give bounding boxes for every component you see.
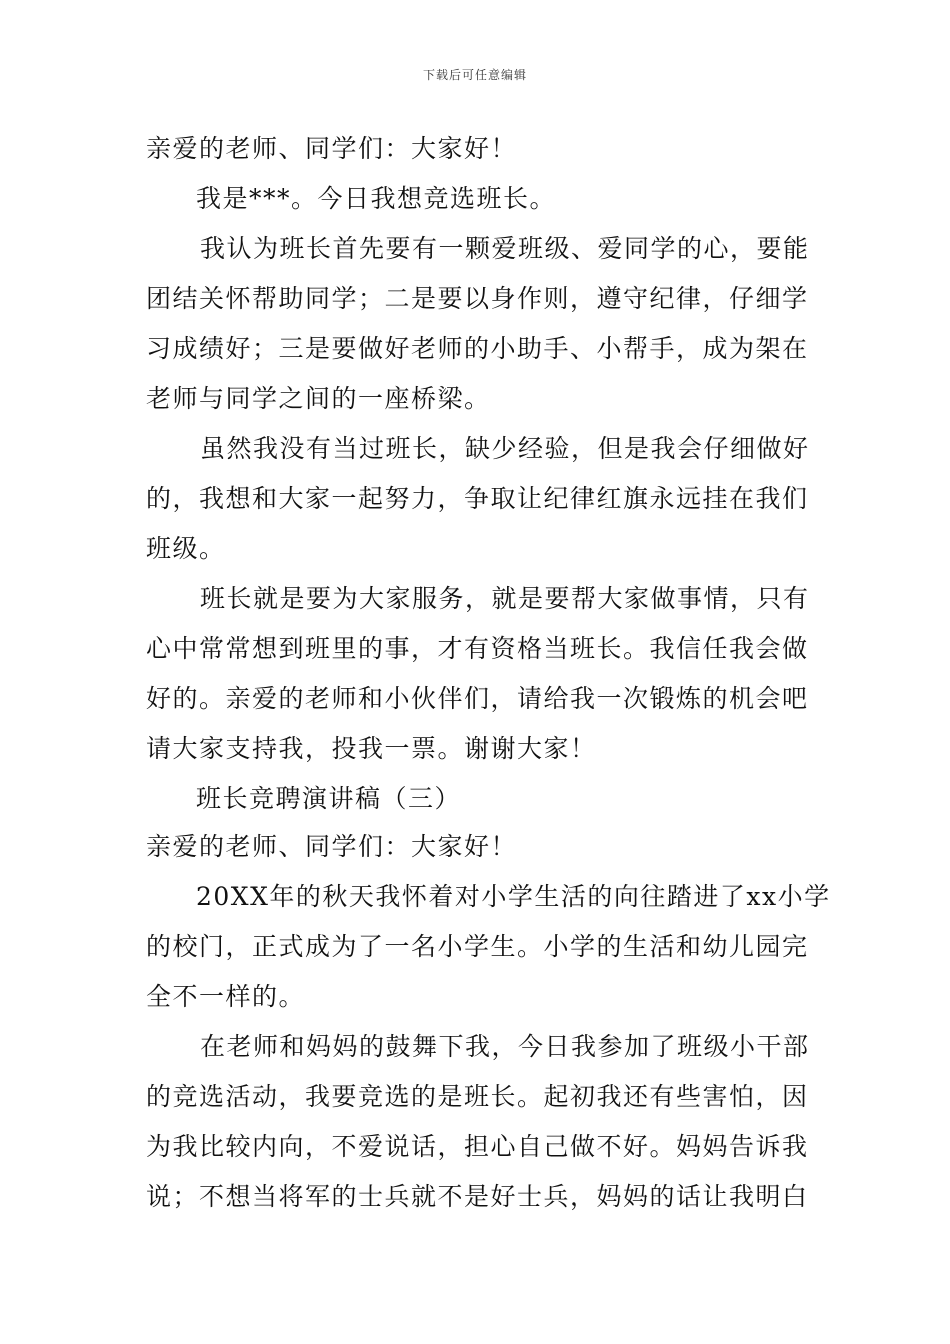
text-line: 我认为班长首先要有一颗爱班级、爱同学的心，要能 <box>200 234 810 263</box>
text-line: 心中常常想到班里的事，才有资格当班长。我信任我会做 <box>146 634 809 663</box>
text-line: 习成绩好；三是要做好老师的小助手、小帮手，成为架在 <box>146 334 809 363</box>
text-line: 虽然我没有当过班长，缺少经验，但是我会仔细做好 <box>200 434 810 463</box>
text-line: 好的。亲爱的老师和小伙伴们，请给我一次锻炼的机会吧 <box>146 684 809 713</box>
text-line: 20XX年的秋天我怀着对小学生活的向往踏进了xx小学 <box>196 882 831 911</box>
text-line: 的校门，正式成为了一名小学生。小学的生活和幼儿园完 <box>146 932 809 961</box>
text-line: 全不一样的。 <box>146 982 306 1011</box>
text-line: 班长就是要为大家服务，就是要帮大家做事情，只有 <box>200 584 810 613</box>
text-line: 的竞选活动，我要竞选的是班长。起初我还有些害怕，因 <box>146 1082 809 1111</box>
text-line: 请大家支持我，投我一票。谢谢大家！ <box>146 734 597 763</box>
text-line: 在老师和妈妈的鼓舞下我，今日我参加了班级小干部 <box>200 1032 810 1061</box>
text-line: 团结关怀帮助同学；二是要以身作则，遵守纪律，仔细学 <box>146 284 809 313</box>
text-line: 说；不想当将军的士兵就不是好士兵，妈妈的话让我明白 <box>146 1182 809 1211</box>
text-line: 班级。 <box>146 534 226 563</box>
page-header-note: 下载后可任意编辑 <box>422 68 527 82</box>
text-line: 老师与同学之间的一座桥梁。 <box>146 384 491 413</box>
section-heading: 班长竞聘演讲稿（三） <box>196 784 462 813</box>
text-line: 亲爱的老师、同学们：大家好！ <box>146 134 518 163</box>
text-line: 我是***。今日我想竞选班长。 <box>196 184 557 213</box>
text-line: 的，我想和大家一起努力，争取让纪律红旗永远挂在我们 <box>146 484 809 513</box>
text-line: 为我比较内向，不爱说话，担心自己做不好。妈妈告诉我 <box>146 1132 809 1161</box>
text-line: 亲爱的老师、同学们：大家好！ <box>146 832 518 861</box>
